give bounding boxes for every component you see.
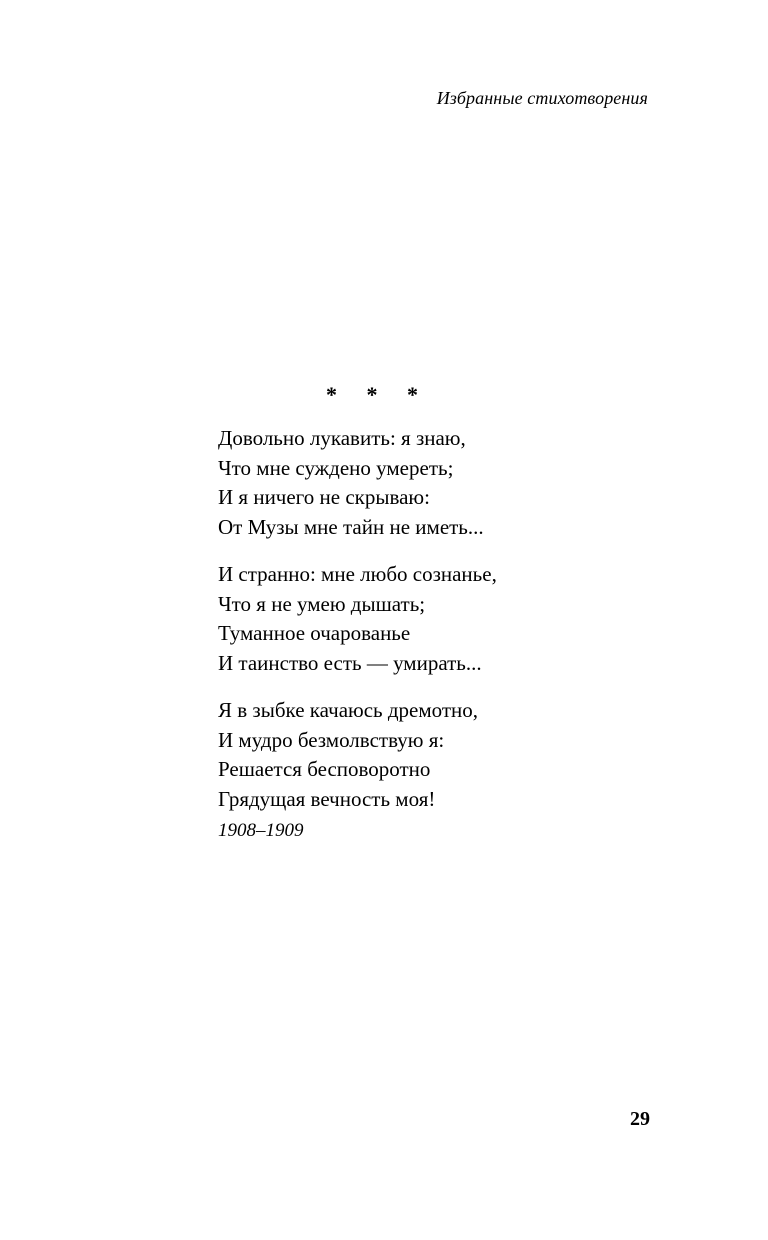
stanza-3 [218,696,638,814]
poem-body [218,424,638,832]
poem-line: Решается бесповоротно [218,757,431,781]
poem-date: 1908–1909 [218,820,304,841]
poem-line: Довольно лукавить: я знаю, [218,426,466,450]
running-header: Избранные стихотворения [436,88,648,108]
stanza-2 [218,560,638,678]
poem-line: Что я не умею дышать; [218,591,426,616]
poem-line: И странно: мне любо сознанье, [218,562,497,586]
poem-line: И таинство есть — умирать... [218,650,482,675]
poem-line: И мудро безмолвствую я: [218,727,445,752]
poem-line: И я ничего не скрываю: [218,485,430,509]
poem-line: Туманное очарованье [218,621,411,645]
stanza-1 [218,424,638,542]
page-number: 29 [630,1108,650,1130]
poem-line: Я в зыбке качаюсь дремотно, [218,698,479,722]
poem-line: Грядущая вечность моя! [218,786,436,811]
poem-line: Что мне суждено умереть; [218,455,454,480]
poem-line: От Музы мне тайн не иметь... [218,514,484,539]
poem-separator: * * * [326,382,430,407]
